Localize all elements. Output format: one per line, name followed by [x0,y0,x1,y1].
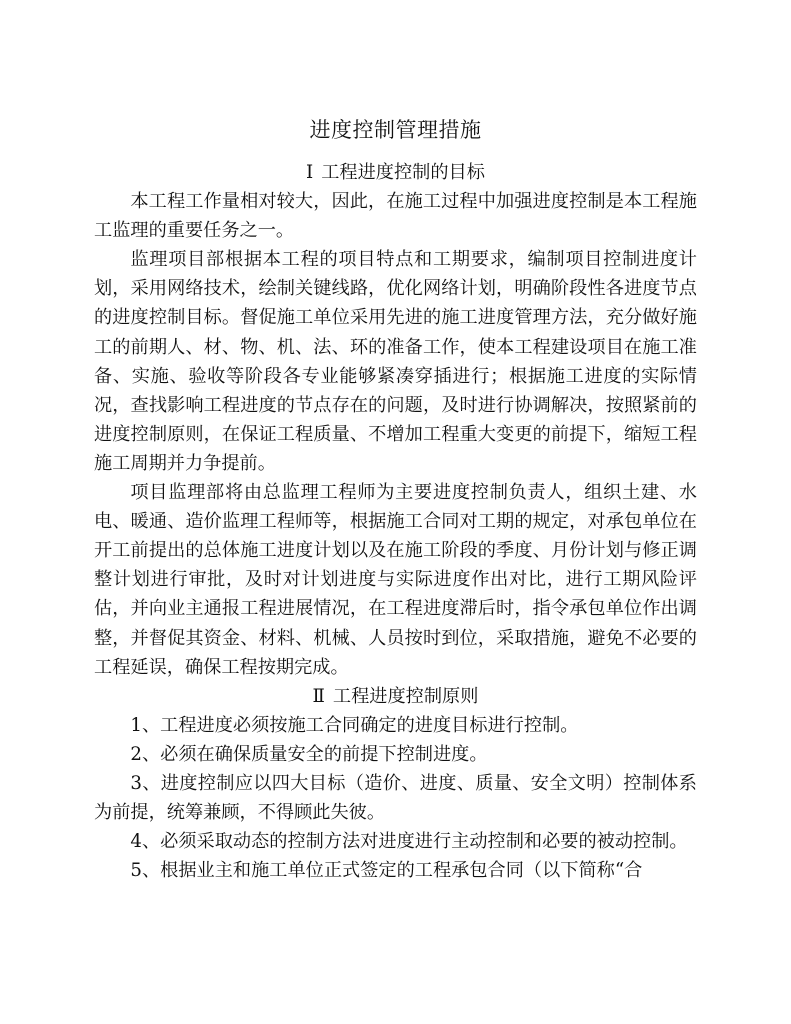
principle-item: 2、必须在确保质量安全的前提下控制进度。 [130,743,488,765]
principle-item: 5、根据业主和施工单位正式签定的工程承包合同（以下简称“合 [130,860,643,882]
paragraph: 监理项目部根据本工程的项目特点和工期要求，编制项目控制进度计划，采用网络技术，绘制关键线路，优化网络计划，明确阶段性各进度节点的进度控制目标。督促施工单位采用先进的施工进度管理方法，充分做好施工的前期人、材、物、机、法、环的准备工作，使本工程建设项目在施工准备、实施、验收等阶段各专业能够紧凑穿插进行；根据施工进度的实际情况，查找影响工程进度的节点存在的问题，及时进行协调解决，按照紧前的进度控制原则，在保证工程质量、不增加工程重大变更的前提下，缩短工程施工周期并力争提前。 [94,249,697,474]
section-heading-text: 工程进度控制原则 [332,685,479,707]
section-numeral: Ⅰ [306,162,314,183]
section-heading-objectives [94,158,697,187]
paragraph: 本工程工作量相对较大，因此，在施工过程中加强进度控制是本工程施工监理的重要任务之一。 [94,191,697,242]
principle-item: 4、必须采取动态的控制方法对进度进行主动控制和必要的被动控制。 [130,831,688,853]
document-title: 进度控制管理措施 [309,118,482,142]
paragraph: 项目监理部将由总监理工程师为主要进度控制负责人，组织土建、水电、暖通、造价监理工程师等，根据施工合同对工期的规定，对承包单位在开工前提出的总体施工进度计划以及在施工阶段的季度、月份计划与修正调整计划进行审批，及时对计划进度与实际进度作出对比，进行工期风险评估，并向业主通报工程进展情况，在工程进度滞后时，指令承包单位作出调整，并督促其资金、材料、机械、人员按时到位，采取措施，避免不必要的工程延误，确保工程按期完成。 [94,482,697,678]
principle-item: 1、工程进度必须按施工合同确定的进度目标进行控制。 [130,714,579,736]
section-heading-text: 工程进度控制的目标 [321,162,485,183]
section-heading-principles [94,682,697,711]
section-numeral: Ⅱ [312,685,325,707]
principle-item: 3、进度控制应以四大目标（造价、进度、质量、安全文明）控制体系为前提，统筹兼顾，不得顾此失彼。 [94,772,697,824]
document-body [94,158,697,885]
